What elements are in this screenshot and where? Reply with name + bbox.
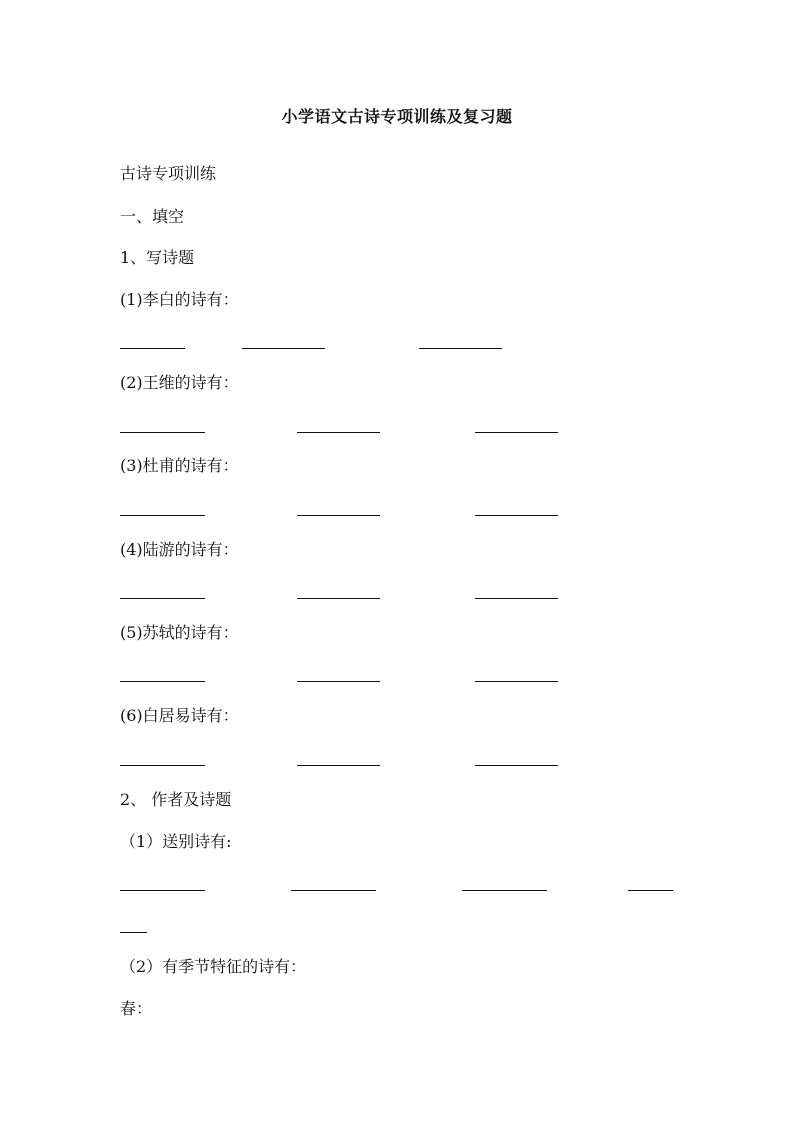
poet-question-li-bai: (1)李白的诗有： bbox=[120, 290, 239, 309]
spring-label: 春： bbox=[120, 999, 153, 1018]
poet-question-su-shi: (5)苏轼的诗有： bbox=[120, 623, 239, 642]
question-2-heading: 2、 作者及诗题 bbox=[120, 790, 232, 809]
question-1-heading: 1、写诗题 bbox=[120, 248, 195, 267]
answer-blank bbox=[242, 348, 325, 349]
answer-blank bbox=[419, 348, 502, 349]
answer-blank bbox=[475, 598, 558, 599]
answer-blank bbox=[120, 432, 205, 433]
answer-blank bbox=[120, 681, 205, 682]
question-2-1-farewell-poems: （1）送别诗有: bbox=[120, 832, 232, 851]
answer-blank bbox=[628, 890, 673, 891]
answer-blank bbox=[120, 890, 205, 891]
answer-blank bbox=[475, 432, 558, 433]
answer-blank bbox=[297, 765, 380, 766]
answer-blank bbox=[475, 765, 558, 766]
section-heading-fill-blank: 一、填空 bbox=[120, 207, 185, 226]
section-subtitle: 古诗专项训练 bbox=[120, 164, 217, 183]
poet-question-wang-wei: (2)王维的诗有： bbox=[120, 373, 239, 392]
answer-blank bbox=[297, 598, 380, 599]
answer-blank bbox=[120, 598, 205, 599]
answer-blank bbox=[475, 681, 558, 682]
answer-blank bbox=[120, 765, 205, 766]
answer-blank bbox=[475, 515, 558, 516]
answer-blank bbox=[462, 890, 547, 891]
poet-question-bai-juyi: (6)白居易诗有： bbox=[120, 706, 239, 725]
answer-blank bbox=[120, 348, 185, 349]
poet-question-lu-you: (4)陆游的诗有： bbox=[120, 540, 239, 559]
answer-blank-continued bbox=[120, 932, 147, 933]
answer-blank bbox=[120, 515, 205, 516]
poet-question-du-fu: (3)杜甫的诗有： bbox=[120, 456, 239, 475]
question-2-2-seasonal-poems: （2）有季节特征的诗有： bbox=[120, 957, 307, 976]
answer-blank bbox=[297, 681, 380, 682]
answer-blank bbox=[297, 432, 380, 433]
document-title: 小学语文古诗专项训练及复习题 bbox=[281, 107, 513, 126]
answer-blank bbox=[297, 515, 380, 516]
answer-blank bbox=[291, 890, 376, 891]
